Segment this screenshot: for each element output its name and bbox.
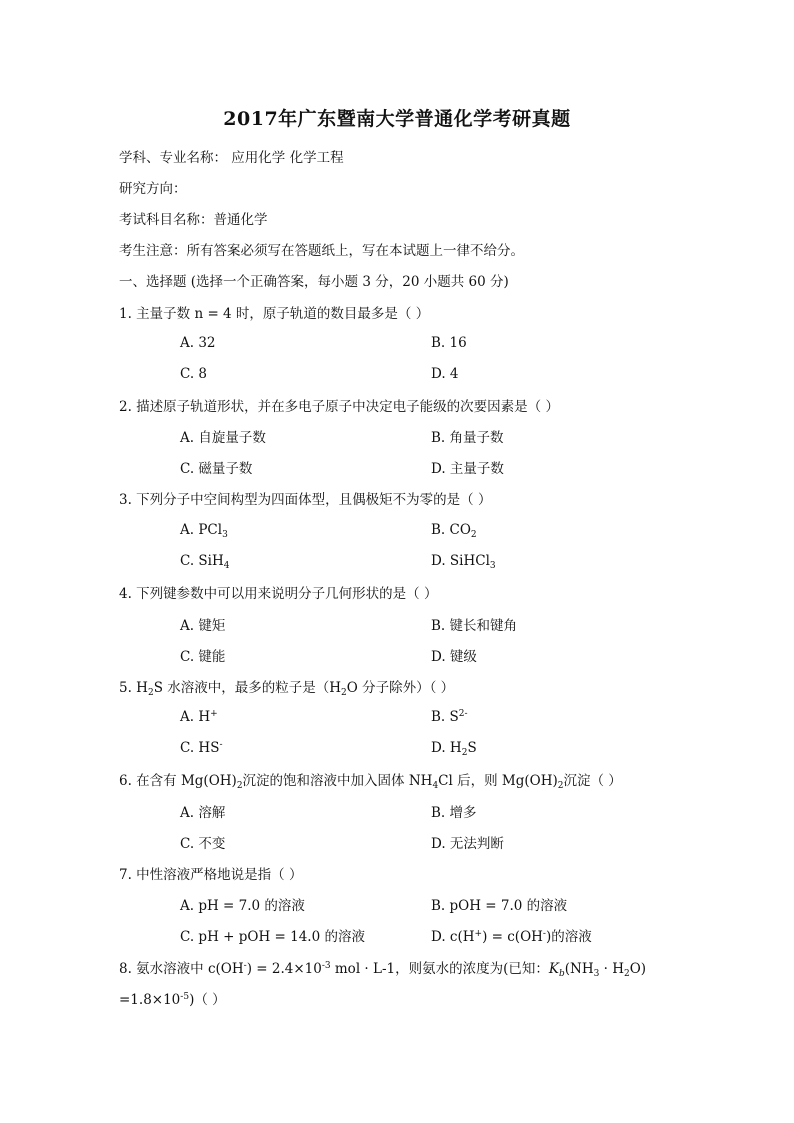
question-5: 5. $H_2S$ 水溶液中，最多的粒子是（$H_2O$ 分子除外）（ ） bbox=[119, 680, 455, 698]
q2-option-c: C. 磁量子数 bbox=[180, 461, 253, 477]
q6-option-a: A. 溶解 bbox=[180, 805, 226, 821]
q5-option-c: C. HS- bbox=[180, 740, 223, 756]
question-8: 8. 氨水溶液中 $c(OH^-) = 2.4\times 10^{-3}$ mol · L-1，则氨水的浓度为(已知：$K_b(NH_3 \cdot H_2O)$ bbox=[119, 961, 647, 979]
q2-option-b: B. 角量子数 bbox=[431, 430, 504, 446]
question-4: 4. 下列键参数中可以用来说明分子几何形状的是（ ） bbox=[119, 586, 438, 602]
q6-option-b: B. 增多 bbox=[431, 805, 477, 821]
q6-option-d: D. 无法判断 bbox=[431, 836, 504, 852]
question-7: 7. 中性溶液严格地说是指（ ） bbox=[119, 867, 303, 883]
section-heading: 一、选择题 (选择一个正确答案，每小题 3 分，20 小题共 60 分) bbox=[119, 274, 509, 290]
q7-option-d: D. c(H+) = c(OH-)的溶液 bbox=[431, 929, 592, 945]
q1-option-d: D. 4 bbox=[431, 366, 459, 382]
question-3: 3. 下列分子中空间构型为四面体型，且偶极矩不为零的是（ ） bbox=[119, 492, 492, 508]
q4-option-b: B. 键长和键角 bbox=[431, 618, 518, 634]
page-title: 2017年广东暨南大学普通化学考研真题 bbox=[223, 108, 571, 130]
q1-option-a: A. 32 bbox=[180, 335, 216, 351]
q7-option-c: C. pH + pOH = 14.0 的溶液 bbox=[180, 929, 365, 945]
q4-option-c: C. 键能 bbox=[180, 649, 226, 665]
q5-option-b: B. $S^{2-}$ bbox=[431, 709, 468, 725]
q3-option-a: A. PCl$_3$ bbox=[180, 522, 228, 540]
q7-option-b: B. pOH = 7.0 的溶液 bbox=[431, 898, 568, 914]
q5-option-a: A. H+ bbox=[180, 709, 218, 725]
question-2: 2. 描述原子轨道形状，并在多电子原子中决定电子能级的次要因素是（ ） bbox=[119, 399, 559, 415]
q2-option-a: A. 自旋量子数 bbox=[180, 430, 266, 446]
q1-option-c: C. 8 bbox=[180, 366, 208, 382]
q3-option-b: B. $CO_2$ bbox=[431, 522, 477, 540]
subject-line: 考试科目名称：普通化学 bbox=[119, 212, 268, 228]
q2-option-d: D. 主量子数 bbox=[431, 461, 504, 477]
q5-option-d: D. $H_2S$ bbox=[431, 740, 477, 758]
question-8-cont: $=1.8\times 10^{-5}$)（ ） bbox=[119, 992, 226, 1008]
question-1: 1. 主量子数 n = 4 时，原子轨道的数目最多是（ ） bbox=[119, 306, 430, 322]
q3-option-d: D. SiHCl$_3$ bbox=[431, 553, 496, 571]
notice-line: 考生注意：所有答案必须写在答题纸上，写在本试题上一律不给分。 bbox=[119, 243, 524, 259]
q3-option-c: C. SiH$_4$ bbox=[180, 553, 230, 571]
direction-line: 研究方向： bbox=[119, 181, 187, 197]
major-line: 学科、专业名称： 应用化学 化学工程 bbox=[119, 150, 344, 166]
q4-option-d: D. 键级 bbox=[431, 649, 477, 665]
q4-option-a: A. 键矩 bbox=[180, 618, 226, 634]
question-6: 6. 在含有 $Mg(OH)_2$沉淀的饱和溶液中加入固体 $NH_4Cl$ 后，则 $Mg(OH)_2$沉淀（ ） bbox=[119, 773, 622, 791]
q1-option-b: B. 16 bbox=[431, 335, 467, 351]
q7-option-a: A. pH = 7.0 的溶液 bbox=[180, 898, 305, 914]
q6-option-c: C. 不变 bbox=[180, 836, 226, 852]
